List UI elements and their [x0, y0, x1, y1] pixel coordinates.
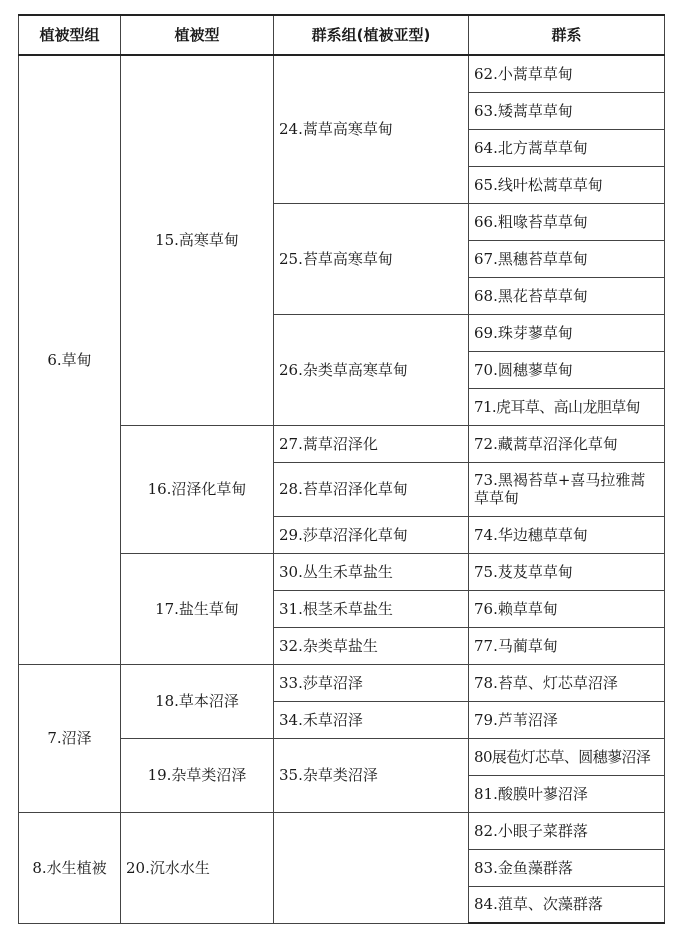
- formation-cell: 66.粗喙苔草草甸: [469, 203, 665, 240]
- type-cell: 18.草本沼泽: [121, 664, 274, 738]
- formation-cell: 73.黑褐苔草+喜马拉雅蒿草草甸: [469, 462, 665, 516]
- subtype-cell: 24.蒿草高寒草甸: [274, 55, 469, 203]
- subtype-cell: 31.根茎禾草盐生: [274, 590, 469, 627]
- subtype-cell: [274, 812, 469, 923]
- formation-cell: 80展苞灯芯草、圆穗蓼沼泽: [469, 738, 665, 775]
- subtype-cell: 30.丛生禾草盐生: [274, 553, 469, 590]
- subtype-cell: 33.莎草沼泽: [274, 664, 469, 701]
- header-formation: 群系: [469, 15, 665, 55]
- subtype-cell: 25.苔草高寒草甸: [274, 203, 469, 314]
- subtype-cell: 34.禾草沼泽: [274, 701, 469, 738]
- subtype-cell: 29.莎草沼泽化草甸: [274, 516, 469, 553]
- formation-cell: 62.小蒿草草甸: [469, 55, 665, 92]
- formation-cell: 84.菹草、次藻群落: [469, 886, 665, 923]
- formation-cell: 71.虎耳草、高山龙胆草甸: [469, 388, 665, 425]
- formation-cell: 72.藏蒿草沼泽化草甸: [469, 425, 665, 462]
- formation-cell: 64.北方蒿草草甸: [469, 129, 665, 166]
- formation-cell: 81.酸膜叶蓼沼泽: [469, 775, 665, 812]
- group-cell: 7.沼泽: [19, 664, 121, 812]
- table-row: [19, 664, 665, 701]
- formation-cell: 67.黑穗苔草草甸: [469, 240, 665, 277]
- header-vegetation-group: 植被型组: [19, 15, 121, 55]
- formation-cell: 76.赖草草甸: [469, 590, 665, 627]
- formation-cell: 75.芨芨草草甸: [469, 553, 665, 590]
- formation-cell: 69.珠芽蓼草甸: [469, 314, 665, 351]
- type-cell: 17.盐生草甸: [121, 553, 274, 664]
- formation-cell: 78.苔草、灯芯草沼泽: [469, 664, 665, 701]
- group-cell: 8.水生植被: [19, 812, 121, 923]
- table-row: [19, 55, 665, 92]
- header-formation-group: 群系组(植被亚型): [274, 15, 469, 55]
- formation-cell: 74.华边穗草草甸: [469, 516, 665, 553]
- formation-cell: 70.圆穗蓼草甸: [469, 351, 665, 388]
- formation-cell: 77.马蔺草甸: [469, 627, 665, 664]
- formation-cell: 83.金鱼藻群落: [469, 849, 665, 886]
- type-cell: 16.沼泽化草甸: [121, 425, 274, 553]
- type-cell: 20.沉水水生: [121, 812, 274, 923]
- formation-cell: 79.芦苇沼泽: [469, 701, 665, 738]
- formation-cell: 65.线叶松蒿草草甸: [469, 166, 665, 203]
- vegetation-classification-table: [18, 14, 665, 924]
- header-vegetation-type: 植被型: [121, 15, 274, 55]
- type-cell: 15.高寒草甸: [121, 55, 274, 425]
- type-cell: 19.杂草类沼泽: [121, 738, 274, 812]
- table-header-row: [19, 15, 665, 55]
- formation-cell: 68.黑花苔草草甸: [469, 277, 665, 314]
- formation-cell: 63.矮蒿草草甸: [469, 92, 665, 129]
- table-row: [19, 812, 665, 849]
- subtype-cell: 26.杂类草高寒草甸: [274, 314, 469, 425]
- subtype-cell: 32.杂类草盐生: [274, 627, 469, 664]
- subtype-cell: 27.蒿草沼泽化: [274, 425, 469, 462]
- formation-cell: 82.小眼子菜群落: [469, 812, 665, 849]
- group-cell: 6.草甸: [19, 55, 121, 664]
- subtype-cell: 35.杂草类沼泽: [274, 738, 469, 812]
- subtype-cell: 28.苔草沼泽化草甸: [274, 462, 469, 516]
